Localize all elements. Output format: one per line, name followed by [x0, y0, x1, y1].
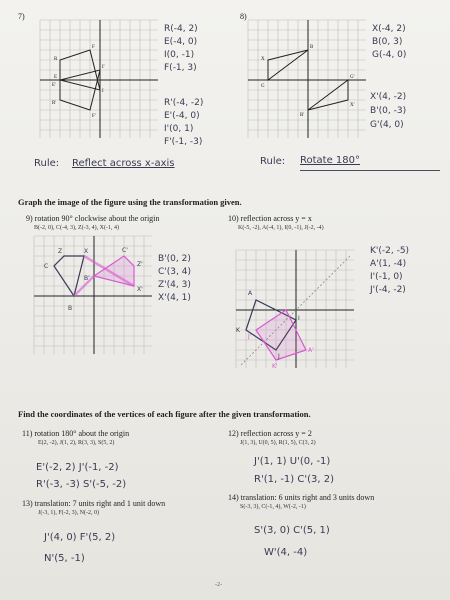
answer-14-row-1: S'(3, 0) C'(5, 1): [254, 525, 330, 536]
label-r-prime: R': [52, 101, 57, 106]
problem-8-number: 8): [240, 12, 247, 21]
label-b-prime: B': [300, 113, 305, 118]
label-f-prime: F': [92, 114, 96, 119]
problem-14-coords: S(-3, 3), C(-1, 4), W(-2, -1): [240, 504, 306, 510]
label-e: E: [54, 75, 58, 80]
problem-13-coords: J(-3, 1), F(-2, 3), N(-2, 0): [38, 510, 99, 516]
label-i-prime: I': [102, 65, 105, 70]
label-e-prime: E': [52, 83, 56, 88]
answer-14-row-2: W'(4, -4): [264, 547, 308, 558]
label-g-prime: G': [350, 75, 355, 80]
problem-12-coords: J(1, 3), U(0, 5), R(1, 5), C(3, 2): [240, 440, 316, 446]
answer-7-e-prime: E'(-4, 0): [164, 111, 200, 121]
label-c: C: [44, 263, 49, 270]
rule-7-value: Reflect across x-axis: [72, 158, 175, 169]
label-j-prime: J': [248, 333, 252, 340]
rule-7-label: Rule:: [34, 158, 60, 169]
label-x-prime: X': [350, 103, 355, 108]
label-f: F: [92, 45, 95, 50]
answer-7-r-prime: R'(-4, -2): [164, 98, 204, 108]
label-a: A: [248, 290, 253, 297]
label-g: G: [261, 84, 265, 89]
answer-8-g: G(-4, 0): [372, 50, 407, 60]
section-2-heading: Find the coordinates of the vertices of each figure after the given transformation.: [18, 409, 311, 419]
problem-9-coords: B(-2, 0), C(-4, 3), Z(-3, 4), X(-1, 4): [34, 225, 119, 231]
answer-7-i-prime: I'(0, 1): [164, 124, 194, 134]
problem-10-graph: [236, 250, 354, 368]
answer-7-r: R(-4, 2): [164, 24, 198, 34]
label-k-prime: K': [272, 363, 278, 370]
problem-10-title: 10) reflection across y = x: [228, 214, 312, 223]
rule-8-label: Rule:: [260, 156, 286, 167]
label-c-prime: C': [122, 247, 128, 254]
label-r: R: [54, 57, 58, 62]
problem-11-title: 11) rotation 180° about the origin: [22, 429, 130, 438]
label-x: X: [261, 57, 265, 62]
label-j: J: [278, 353, 280, 360]
label-z-prime: Z': [137, 261, 143, 268]
label-b: B: [68, 305, 73, 312]
problem-11-coords: E(2, -2), J(1, 2), R(3, 3), S(5, 2): [38, 440, 115, 446]
label-b-prime: B': [84, 275, 90, 282]
problem-9-graph: [34, 236, 152, 354]
rule-8-underline: [300, 170, 440, 171]
label-k: K: [236, 327, 240, 334]
problem-8-graph: [248, 20, 366, 138]
problem-12-title: 12) reflection across y = 2: [228, 429, 312, 438]
problem-7-graph: [40, 20, 158, 138]
label-i: I: [102, 89, 104, 94]
label-x-prime: X': [137, 286, 143, 293]
label-i: I: [298, 315, 300, 322]
answer-9-z-prime: Z'(4, 3): [158, 280, 191, 290]
answer-10-i-prime: I'(-1, 0): [370, 272, 403, 282]
answer-9-x-prime: X'(4, 1): [158, 293, 191, 303]
problem-9-title: 9) rotation 90° clockwise about the origin: [26, 214, 160, 223]
label-b: B: [310, 45, 314, 50]
answer-11-row-2: R'(-3, -3) S'(-5, -2): [36, 479, 127, 490]
problem-7-number: 7): [18, 12, 25, 21]
answer-10-j-prime: J'(-4, -2): [370, 285, 406, 295]
answer-7-f: F(-1, 3): [164, 63, 197, 73]
label-x: X: [84, 248, 89, 255]
answer-8-x: X(-4, 2): [372, 24, 406, 34]
section-1-heading: Graph the image of the figure using the transformation given.: [18, 197, 242, 207]
answer-9-b-prime: B'(0, 2): [158, 254, 191, 264]
problem-10-coords: K(-5, -2), A(-4, 1), I(0, -1), J(-2, -4): [238, 225, 324, 231]
answer-8-x-prime: X'(4, -2): [370, 92, 407, 102]
rule-8-value: Rotate 180°: [300, 155, 361, 166]
label-a-prime: A': [308, 347, 314, 354]
answer-11-row-1: E'(-2, 2) J'(-1, -2): [36, 462, 119, 473]
answer-7-e: E(-4, 0): [164, 37, 198, 47]
answer-8-b: B(0, 3): [372, 37, 403, 47]
problem-14-title: 14) translation: 6 units right and 3 units down: [228, 493, 375, 502]
answer-13-row-2: N'(5, -1): [44, 553, 85, 564]
answer-10-a-prime: A'(1, -4): [370, 259, 407, 269]
answer-8-g-prime: G'(4, 0): [370, 120, 404, 130]
answer-12-row-2: R'(1, -1) C'(3, 2): [254, 474, 334, 485]
page-number: -2-: [215, 582, 222, 588]
problem-13-title: 13) translation: 7 units right and 1 unit down: [22, 499, 166, 508]
label-z: Z: [58, 248, 63, 255]
answer-13-row-1: J'(4, 0) F'(5, 2): [44, 532, 116, 543]
answer-9-c-prime: C'(3, 4): [158, 267, 191, 277]
answer-10-k-prime: K'(-2, -5): [370, 246, 410, 256]
answer-12-row-1: J'(1, 1) U'(0, -1): [254, 456, 331, 467]
answer-7-f-prime: F'(-1, -3): [164, 137, 203, 147]
answer-7-i: I(0, -1): [164, 50, 195, 60]
answer-8-b-prime: B'(0, -3): [370, 106, 407, 116]
